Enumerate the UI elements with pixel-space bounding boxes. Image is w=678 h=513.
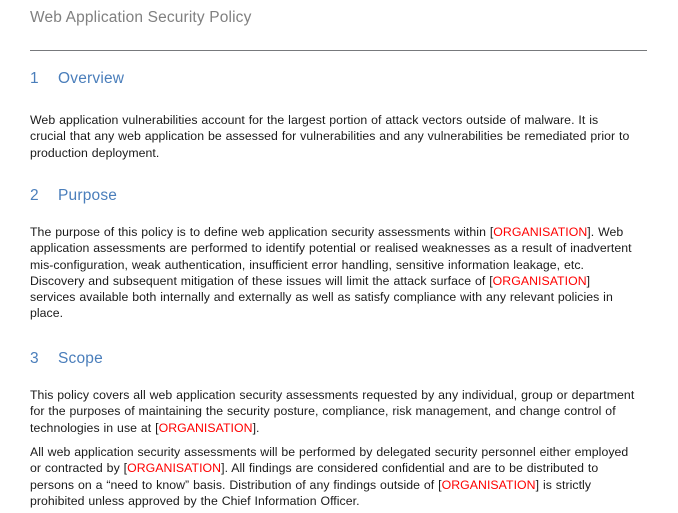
body-text-run: All web application security assessments will be performed by delegated security personnel either employed or contracted by — [30, 445, 629, 476]
placeholder-bracket: ] — [252, 420, 257, 435]
section-heading-scope — [30, 349, 103, 369]
title-divider — [30, 50, 647, 51]
placeholder-bracket: [ — [489, 273, 493, 288]
organisation-placeholder: ORGANISATION — [492, 273, 587, 288]
placeholder-bracket: [ — [438, 477, 442, 492]
body-text-run: . — [256, 420, 260, 435]
section-number: 1 — [30, 70, 39, 87]
paragraph-purpose-1 — [30, 224, 637, 322]
section-number: 2 — [30, 187, 39, 204]
body-text-run: . Web application assessments are performed to identify potential or realised weaknesses as a result of inadvertent mis-configuration, weak authentication, insufficient error handling, sensitive information leakage, etc. Discovery and subsequent mitigation of these issues will limit the attack surface of — [30, 225, 632, 288]
body-text-run: The purpose of this policy is to define web application security assessments within — [30, 225, 490, 239]
section-heading-purpose — [30, 186, 117, 206]
placeholder-bracket: ] — [587, 225, 591, 239]
body-text-run: is strictly prohibited unless approved by the Chief Information Officer. — [30, 477, 592, 508]
placeholder-bracket: [ — [155, 420, 159, 435]
placeholder-bracket: ] — [221, 461, 225, 476]
organisation-placeholder: ORGANISATION — [441, 477, 536, 492]
organisation-placeholder: ORGANISATION — [158, 420, 253, 435]
paragraph-scope-1 — [30, 387, 637, 436]
organisation-placeholder: ORGANISATION — [493, 225, 588, 239]
placeholder-bracket: [ — [489, 225, 494, 239]
placeholder-bracket: ] — [535, 477, 540, 492]
section-title: Scope — [58, 350, 103, 367]
body-text-run: This policy covers all web application security assessments requested by any individual, group or department for the purposes of maintaining the security posture, compliance, risk management, and change control of technologies in use at — [30, 388, 635, 435]
section-number: 3 — [30, 350, 39, 367]
paragraph-scope-2 — [30, 444, 637, 509]
section-title: Overview — [58, 70, 125, 87]
document-title: Web Application Security Policy — [30, 9, 252, 26]
placeholder-bracket: [ — [123, 461, 128, 476]
placeholder-bracket: ] — [586, 273, 591, 288]
section-heading-overview — [30, 69, 124, 89]
body-text-run: Web application vulnerabilities account for the largest portion of attack vectors outside of malware. It is crucial that any web application be assessed for vulnerabilities and any vulnerabilities be remediated prior to production deployment. — [30, 113, 630, 160]
organisation-placeholder: ORGANISATION — [127, 461, 222, 476]
body-text-run: services available both internally and externally as well as satisfy compliance with any relevant policies in place. — [30, 290, 613, 321]
section-title: Purpose — [58, 187, 118, 204]
paragraph-overview-1 — [30, 112, 637, 161]
body-text-run: . All findings are considered confidential and are to be distributed to persons on a “need to know” basis. Distribution of any findings outside of — [30, 461, 599, 492]
